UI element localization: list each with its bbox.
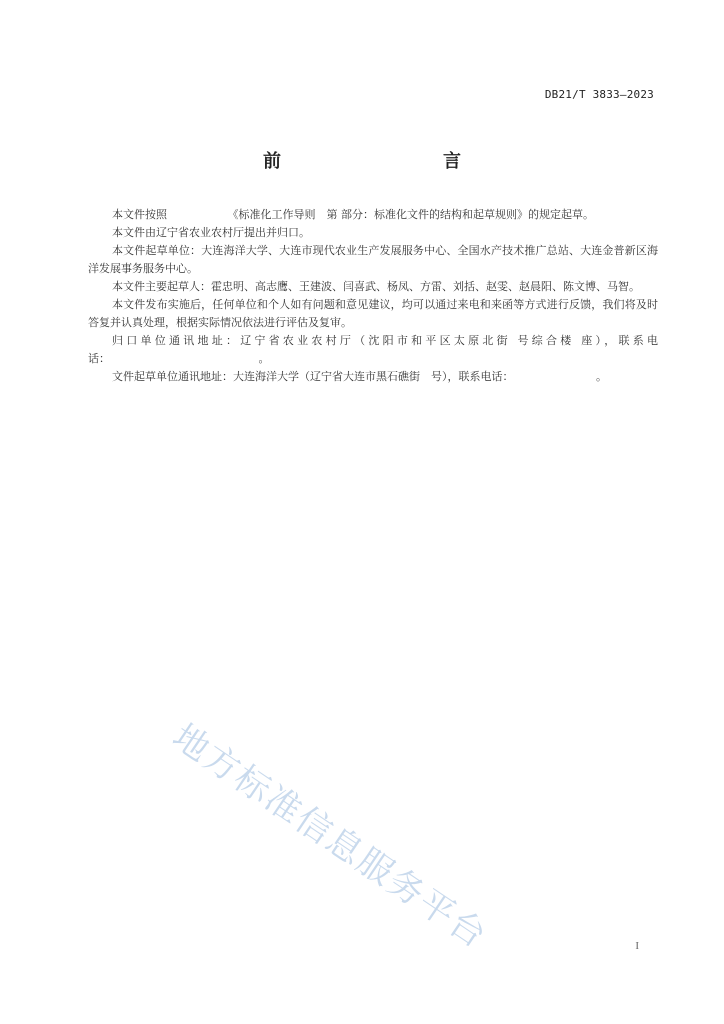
paragraph-admin-address: 归口单位通讯地址：辽宁省农业农村厅（沈阳市和平区太原北街 号综合楼 座），联系电话： 。 (88, 334, 658, 365)
paragraph-drafting-rules: 本文件按照 《标准化工作导则 第 部分：标准化文件的结构和起草规则》的规定起草。 (112, 208, 594, 221)
paragraph-drafter-address: 文件起草单位通讯地址：大连海洋大学（辽宁省大连市黑石礁街 号），联系电话： 。 (112, 370, 607, 383)
preface-body (88, 206, 658, 386)
paragraph-feedback: 本文件发布实施后，任何单位和个人如有问题和意见建议，均可以通过来电和来函等方式进行反馈，我们将及时答复并认真处理，根据实际情况依法进行评估及复审。 (88, 298, 658, 329)
paragraph-drafting-units: 本文件起草单位：大连海洋大学、大连市现代农业生产发展服务中心、全国水产技术推广总站、大连金普新区海洋发展事务服务中心。 (88, 244, 658, 275)
watermark: 地方标准信息服务平台 (165, 716, 495, 957)
page-number: I (635, 940, 639, 952)
page-title: 前 言 (263, 151, 503, 172)
paragraph-drafters: 本文件主要起草人：霍忠明、高志鹰、王建波、闫喜武、杨凤、方雷、刘括、赵雯、赵晨阳、陈文博、马智。 (112, 280, 640, 293)
paragraph-proposer: 本文件由辽宁省农业农村厅提出并归口。 (112, 226, 310, 239)
document-code: DB21/T 3833—2023 (544, 88, 654, 101)
